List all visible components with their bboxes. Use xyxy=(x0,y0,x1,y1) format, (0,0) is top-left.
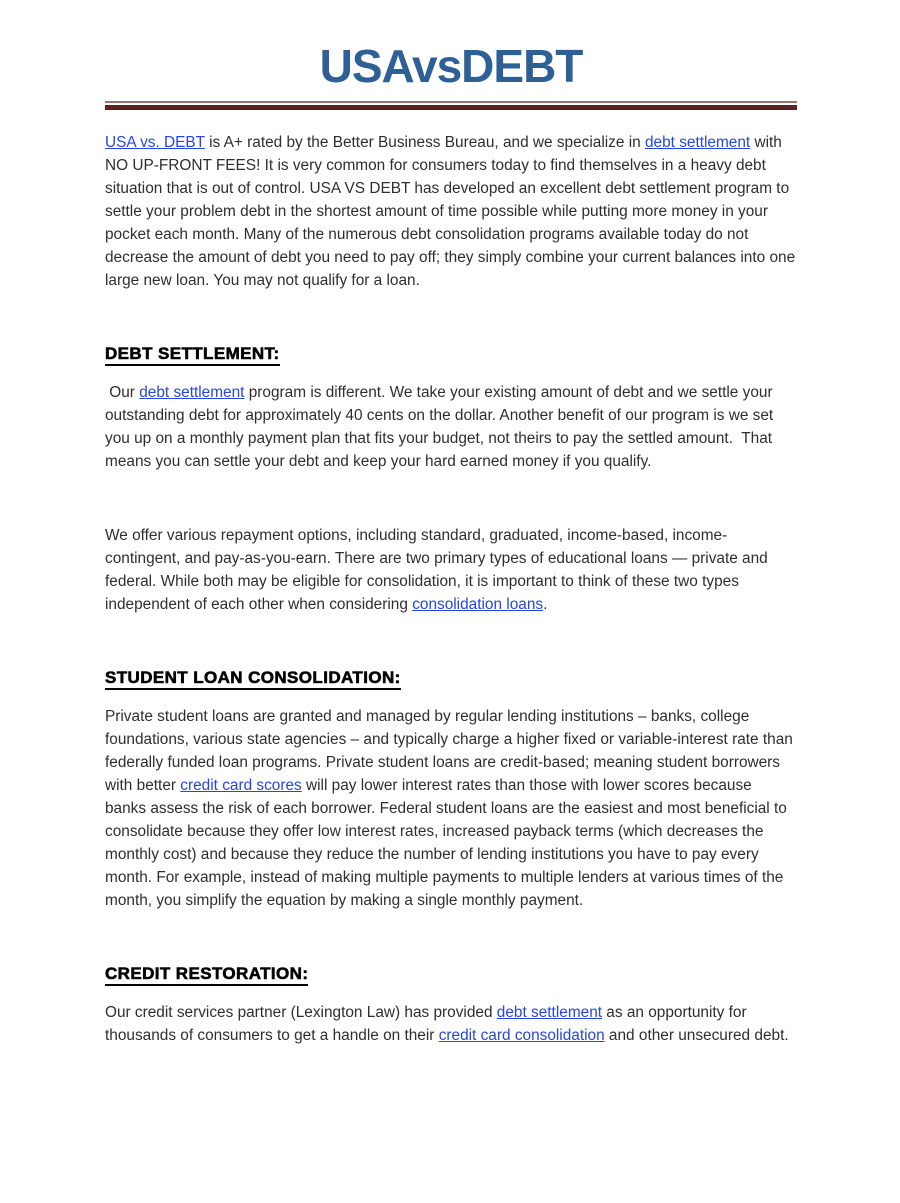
link-consolidation-loans[interactable]: consolidation loans xyxy=(412,596,544,613)
text-segment: as an opportunity for thousands of consumers to get a handle on their xyxy=(105,1004,747,1044)
credit-restoration-paragraph xyxy=(105,1001,797,1047)
text-segment: is A+ rated by the Better Business Bureau, and we specialize in xyxy=(204,134,645,151)
section-heading-credit-restoration xyxy=(105,963,797,984)
section-heading-student-loan-consolidation xyxy=(105,667,797,688)
section-heading-text: DEBT SETTLEMENT: xyxy=(105,344,280,366)
page-title: USAvsDEBT xyxy=(319,40,583,92)
text-segment: Private student loans are granted and managed by regular lending institutions – banks, college foundations, various state agencies – and typically charge a higher fixed or variable-interest rate than federally funded loan programs. Private student loans are credit-based; meaning student borrowers with better xyxy=(105,708,793,794)
link-debt-settlement[interactable]: debt settlement xyxy=(496,1004,603,1021)
link-debt-settlement[interactable]: debt settlement xyxy=(644,134,751,151)
debt-settlement-paragraph xyxy=(105,381,797,473)
link-debt-settlement[interactable]: debt settlement xyxy=(139,384,245,401)
link-credit-card-consolidation[interactable]: credit card consolidation xyxy=(438,1027,605,1044)
title-divider-rule-thick xyxy=(105,105,797,110)
section-heading-text: CREDIT RESTORATION: xyxy=(105,964,308,986)
title-divider-rule xyxy=(105,101,797,110)
text-segment: . xyxy=(543,596,548,613)
text-segment: We offer various repayment options, including standard, graduated, income-based, income-contingent, and pay-as-you-earn. There are two primary types of educational loans — private and federal. While both may be eligible for consolidation, it is important to think of these two types independent of each other when considering xyxy=(105,527,768,613)
repayment-options-paragraph xyxy=(105,524,797,616)
document-page xyxy=(0,38,900,1047)
text-segment: program is different. We take your existing amount of debt and we settle your outstanding debt for approximately 40 cents on the dollar. Another benefit of our program is we set you up on a monthly payment plan that fits your budget, not theirs to pay the settled amount. That means you can settle your debt and keep your hard earned money if you qualify. xyxy=(105,384,774,470)
section-heading-text: STUDENT LOAN CONSOLIDATION: xyxy=(105,668,401,690)
link-usa-vs-debt[interactable]: USA vs. DEBT xyxy=(105,134,205,151)
text-segment: Our credit services partner (Lexington Law) has provided xyxy=(105,1004,497,1021)
student-loans-paragraph xyxy=(105,705,797,912)
section-heading-debt-settlement xyxy=(105,343,797,364)
link-credit-card-scores[interactable]: credit card scores xyxy=(180,777,302,794)
text-segment: Our xyxy=(105,384,140,401)
intro-paragraph xyxy=(105,131,797,292)
text-segment: and other unsecured debt. xyxy=(604,1027,789,1044)
text-segment: with NO UP-FRONT FEES! It is very common for consumers today to find themselves in a heavy debt situation that is out of control. USA VS DEBT has developed an excellent debt settlement program to settle your problem debt in the shortest amount of time possible while putting more money in your pocket each month. Many of the numerous debt consolidation programs available today do not decrease the amount of debt you need to pay off; they simply combine your current balances into one large new loan. You may not qualify for a loan. xyxy=(105,134,796,289)
text-segment: will pay lower interest rates than those with lower scores because banks assess the risk of each borrower. Federal student loans are the easiest and most beneficial to consolidate because they offer low interest rates, increased payback terms (which decreases the monthly cost) and because they reduce the number of lending institutions you have to pay every month. For example, instead of making multiple payments to multiple lenders at various times of the month, you simplify the equation by making a single monthly payment. xyxy=(105,777,787,909)
